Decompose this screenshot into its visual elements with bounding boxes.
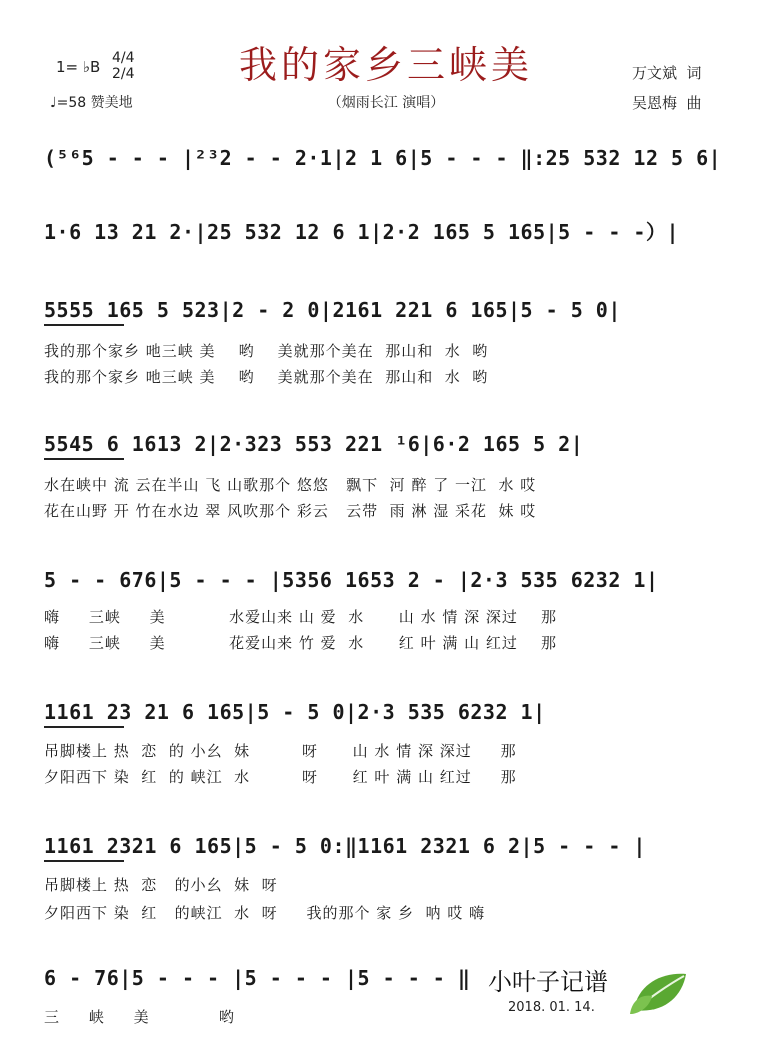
score-line-2-notes: 1·6 13 21 2·|25 532 12 6 1|2·2 165 5 165|5 - - -）|	[44, 220, 680, 244]
score-line-6-lyrics-verse-2: 夕阳西下 染 红 的 峡江 水 呀 红 叶 满 山 红过 那	[44, 768, 517, 786]
score-line-7-lyrics-verse-1: 吊脚楼上 热 恋 的小幺 妹 呀	[44, 876, 278, 894]
score-line-5-lyrics-verse-1: 嗨 三峡 美 水爱山来 山 爱 水 山 水 情 深 深过 那	[44, 608, 557, 626]
page-title: 我的家乡三峡美	[238, 43, 533, 87]
score-line-6-lyrics-verse-1: 吊脚楼上 热 恋 的 小幺 妹 呀 山 水 情 深 深过 那	[44, 742, 517, 760]
lyricist-credit: 万文斌 词	[632, 64, 702, 82]
transcription-date: 2018. 01. 14.	[508, 1000, 595, 1015]
score-line-3-lyrics-verse-2: 我的那个家乡 吔三峡 美 哟 美就那个美在 那山和 水 哟	[44, 368, 489, 386]
score-line-4-lyrics-verse-2: 花在山野 开 竹在水边 翠 风吹那个 彩云 云带 雨 淋 湿 采花 妹 哎	[44, 502, 537, 520]
score-line-5-notes: 5 - - 676|5 - - - |5356 1653 2 - |2·3 535 6232 1|	[44, 568, 659, 592]
beam-underline	[44, 458, 124, 460]
key-signature: 1= ♭B	[56, 58, 101, 76]
time-signature: 4/4 2/4	[112, 50, 135, 82]
score-line-5-lyrics-verse-2: 嗨 三峡 美 花爱山来 竹 爱 水 红 叶 满 山 红过 那	[44, 634, 557, 652]
score-line-4-notes: 5545 6 1613 2|2·323 553 221 ¹6|6·2 165 5 2|	[44, 432, 584, 456]
composer-credit: 吴恩梅 曲	[632, 94, 702, 112]
score-line-1-notes: (⁵⁶5 - - - |²³2 - - 2·1|2 1 6|5 - - - ‖:25 532 12 5 6|	[44, 146, 722, 170]
score-line-8-notes: 6 - 76|5 - - - |5 - - - |5 - - - ‖	[44, 966, 471, 990]
score-line-7-notes: 1161 2321 6 165|5 - 5 0:‖1161 2321 6 2|5 - - - |	[44, 834, 646, 858]
score-line-3-lyrics-verse-1: 我的那个家乡 吔三峡 美 哟 美就那个美在 那山和 水 哟	[44, 342, 489, 360]
score-line-6-notes: 1161 23 21 6 165|5 - 5 0|2·3 535 6232 1|	[44, 700, 546, 724]
score-line-4-lyrics-verse-1: 水在峡中 流 云在半山 飞 山歌那个 悠悠 飘下 河 醉 了 一江 水 哎	[44, 476, 537, 494]
score-line-3-notes: 5555 165 5 523|2 - 2 0|2161 221 6 165|5 - 5 0|	[44, 298, 621, 322]
score-line-7-lyrics-verse-2: 夕阳西下 染 红 的峡江 水 呀 我的那个 家 乡 呐 哎 嗨	[44, 904, 486, 922]
beam-underline	[44, 860, 124, 862]
beam-underline	[44, 726, 124, 728]
transcriber-signature: 小叶子记谱	[488, 968, 608, 996]
score-line-8-lyrics-verse-1: 三 峡 美 哟	[44, 1008, 235, 1026]
leaf-icon	[628, 966, 692, 1018]
beam-underline	[44, 324, 124, 326]
tempo-marking: ♩=58 赞美地	[50, 95, 133, 111]
singer-note: （烟雨长江 演唱）	[327, 95, 445, 111]
